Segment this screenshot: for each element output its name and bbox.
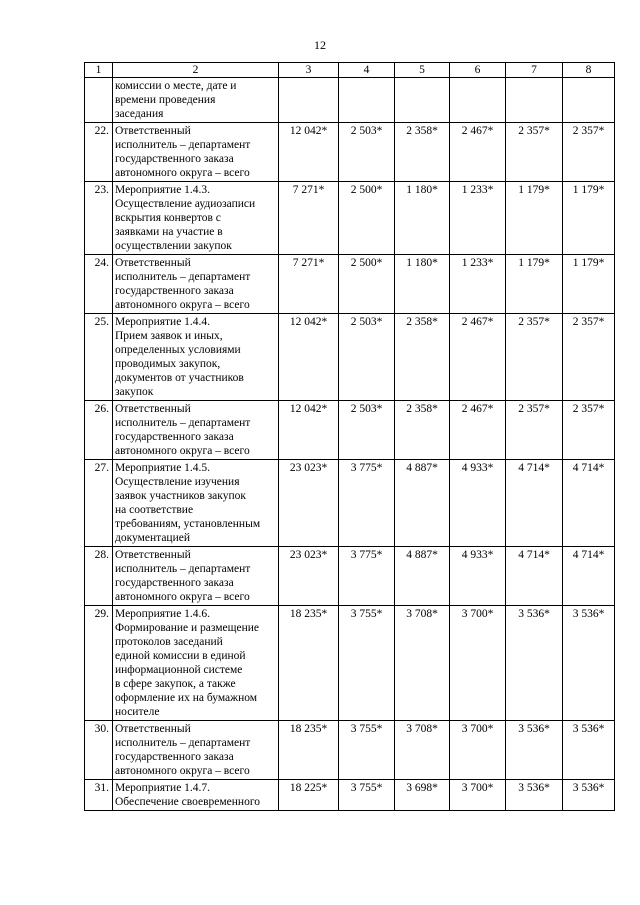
value-cell: 3 536* [563, 721, 615, 780]
value-cell: 2 358* [395, 314, 450, 401]
value-cell: 2 357* [506, 123, 563, 182]
row-description: Ответственный исполнитель – департамент государственного заказа автономного округа – всего [113, 721, 279, 780]
value-cell [279, 78, 339, 123]
table-body [85, 63, 615, 811]
row-number: 24. [85, 255, 113, 314]
value-cell: 3 775* [339, 547, 395, 606]
value-cell: 1 179* [506, 182, 563, 255]
program-table [84, 62, 615, 811]
row-number: 26. [85, 401, 113, 460]
value-cell: 23 023* [279, 460, 339, 547]
value-cell: 2 357* [563, 123, 615, 182]
value-cell: 3 536* [506, 721, 563, 780]
value-cell: 1 179* [563, 255, 615, 314]
value-cell [563, 78, 615, 123]
value-cell: 4 933* [450, 547, 506, 606]
table-row [85, 123, 615, 182]
value-cell: 2 503* [339, 123, 395, 182]
value-cell: 2 357* [506, 401, 563, 460]
row-description: Мероприятие 1.4.3. Осуществление аудиозаписи вскрытия конвертов с заявками на участие в осуществлении закупок [113, 182, 279, 255]
value-cell: 4 714* [506, 460, 563, 547]
column-header: 3 [279, 63, 339, 78]
row-description: Ответственный исполнитель – департамент государственного заказа автономного округа – всего [113, 123, 279, 182]
value-cell: 3 755* [339, 721, 395, 780]
value-cell: 4 887* [395, 547, 450, 606]
value-cell: 3 700* [450, 721, 506, 780]
value-cell: 4 714* [563, 547, 615, 606]
table-row [85, 547, 615, 606]
row-description: Мероприятие 1.4.5. Осуществление изучения заявок участников закупок на соответствие требованиям, установленным документацией [113, 460, 279, 547]
value-cell: 3 775* [339, 460, 395, 547]
table-row [85, 314, 615, 401]
value-cell: 3 755* [339, 606, 395, 721]
value-cell: 4 887* [395, 460, 450, 547]
row-number: 31. [85, 780, 113, 811]
column-header: 5 [395, 63, 450, 78]
column-header: 8 [563, 63, 615, 78]
value-cell: 18 235* [279, 721, 339, 780]
value-cell [450, 78, 506, 123]
row-description: Ответственный исполнитель – департамент государственного заказа автономного округа – всего [113, 547, 279, 606]
value-cell: 1 233* [450, 255, 506, 314]
value-cell: 2 467* [450, 314, 506, 401]
value-cell: 12 042* [279, 314, 339, 401]
value-cell: 3 536* [506, 780, 563, 811]
value-cell: 4 714* [506, 547, 563, 606]
row-number: 30. [85, 721, 113, 780]
value-cell: 12 042* [279, 123, 339, 182]
value-cell: 2 467* [450, 123, 506, 182]
row-number: 23. [85, 182, 113, 255]
value-cell: 2 500* [339, 255, 395, 314]
row-number [85, 78, 113, 123]
value-cell [339, 78, 395, 123]
row-description: комиссии о месте, дате и времени проведения заседания [113, 78, 279, 123]
value-cell: 2 467* [450, 401, 506, 460]
table-row [85, 606, 615, 721]
row-number: 29. [85, 606, 113, 721]
table-row [85, 460, 615, 547]
value-cell: 2 357* [563, 314, 615, 401]
value-cell: 3 700* [450, 780, 506, 811]
row-description: Мероприятие 1.4.6. Формирование и размещение протоколов заседаний единой комиссии в единой информационной системе в сфере закупок, а также оформление их на бумажном носителе [113, 606, 279, 721]
value-cell: 1 233* [450, 182, 506, 255]
row-number: 25. [85, 314, 113, 401]
value-cell: 18 225* [279, 780, 339, 811]
value-cell: 4 933* [450, 460, 506, 547]
value-cell: 7 271* [279, 255, 339, 314]
table-row [85, 255, 615, 314]
row-description: Ответственный исполнитель – департамент государственного заказа автономного округа – всего [113, 255, 279, 314]
value-cell: 2 503* [339, 314, 395, 401]
value-cell: 12 042* [279, 401, 339, 460]
page-number: 12 [314, 38, 326, 52]
value-cell: 23 023* [279, 547, 339, 606]
column-header-row [85, 63, 615, 78]
value-cell: 2 357* [506, 314, 563, 401]
value-cell: 2 503* [339, 401, 395, 460]
row-number: 22. [85, 123, 113, 182]
value-cell: 3 700* [450, 606, 506, 721]
value-cell: 18 235* [279, 606, 339, 721]
row-description: Ответственный исполнитель – департамент государственного заказа автономного округа – всего [113, 401, 279, 460]
value-cell: 1 179* [563, 182, 615, 255]
row-number: 27. [85, 460, 113, 547]
table-row [85, 401, 615, 460]
value-cell: 3 708* [395, 606, 450, 721]
column-header: 6 [450, 63, 506, 78]
value-cell: 1 180* [395, 182, 450, 255]
value-cell: 2 358* [395, 401, 450, 460]
table-row [85, 780, 615, 811]
row-number: 28. [85, 547, 113, 606]
row-description: Мероприятие 1.4.7. Обеспечение своевременного [113, 780, 279, 811]
value-cell: 3 708* [395, 721, 450, 780]
value-cell: 3 536* [563, 606, 615, 721]
value-cell: 3 536* [563, 780, 615, 811]
value-cell: 2 357* [563, 401, 615, 460]
value-cell: 3 536* [506, 606, 563, 721]
value-cell: 4 714* [563, 460, 615, 547]
table-row [85, 721, 615, 780]
row-description: Мероприятие 1.4.4. Прием заявок и иных, определенных условиями проводимых закупок, документов от участников закупок [113, 314, 279, 401]
value-cell [506, 78, 563, 123]
column-header: 2 [113, 63, 279, 78]
column-header: 4 [339, 63, 395, 78]
value-cell: 3 755* [339, 780, 395, 811]
column-header: 1 [85, 63, 113, 78]
column-header: 7 [506, 63, 563, 78]
value-cell: 3 698* [395, 780, 450, 811]
value-cell: 1 179* [506, 255, 563, 314]
value-cell: 1 180* [395, 255, 450, 314]
table-row [85, 182, 615, 255]
table-row [85, 78, 615, 123]
value-cell: 2 358* [395, 123, 450, 182]
value-cell: 7 271* [279, 182, 339, 255]
value-cell: 2 500* [339, 182, 395, 255]
value-cell [395, 78, 450, 123]
